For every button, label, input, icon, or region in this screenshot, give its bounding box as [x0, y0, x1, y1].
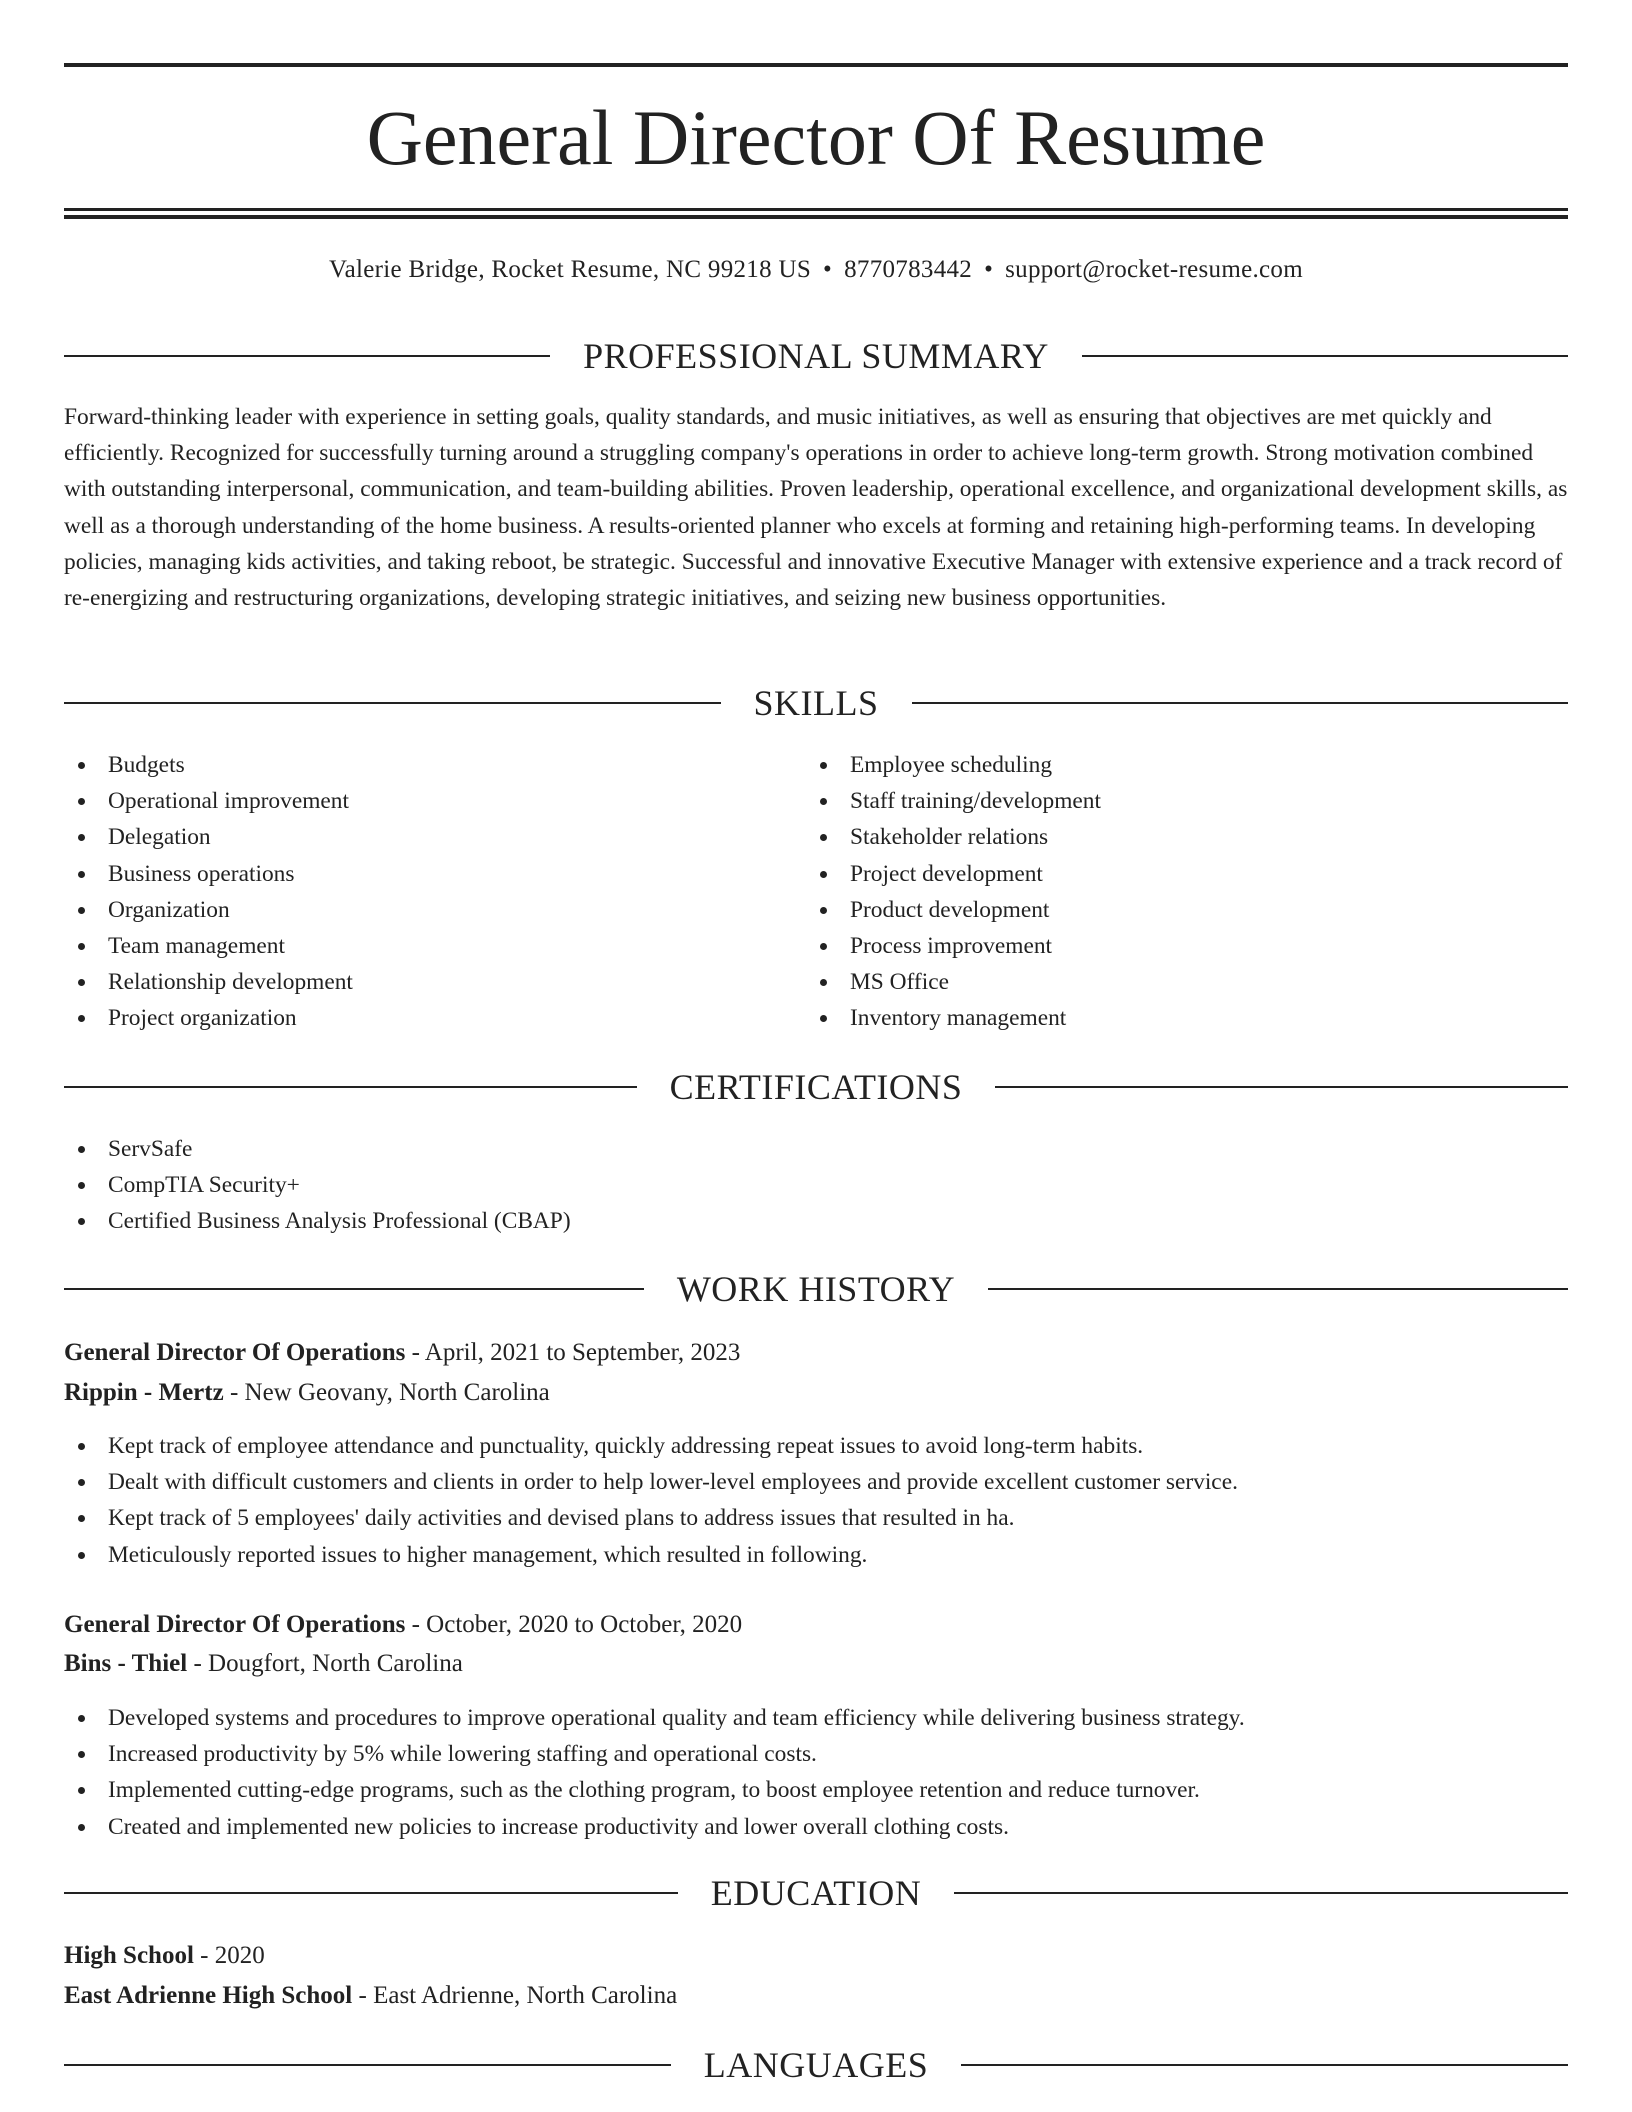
certifications-heading-text: CERTIFICATIONS [669, 1067, 963, 1107]
education-location: - East Adrienne, North Carolina [352, 1982, 678, 2009]
job-bullet: Kept track of 5 employees' daily activities and devised plans to address issues that resulted in ha. [64, 1500, 1238, 1536]
job-bullet: Developed systems and procedures to improve operational quality and team efficiency while delivering business strategy. [64, 1700, 1245, 1736]
header-top-rule [64, 63, 1568, 67]
heading-rule-left [64, 1892, 678, 1894]
languages-heading [64, 2043, 1568, 2087]
header-bottom-rule [64, 208, 1568, 211]
skills-list-right [806, 747, 1101, 1037]
skill-item: Budgets [64, 747, 353, 783]
education-school: East Adrienne High School [64, 1982, 353, 2009]
education-degree: High School [64, 1942, 194, 1969]
job-location: - New Geovany, North Carolina [223, 1379, 550, 1406]
languages-heading-text: LANGUAGES [703, 2045, 929, 2085]
skill-item: Relationship development [64, 964, 353, 1000]
job-title-line [64, 1334, 740, 1372]
heading-rule-right [954, 1892, 1568, 1894]
work-history-heading-text: WORK HISTORY [676, 1269, 956, 1309]
summary-heading [64, 334, 1568, 378]
job-bullet: Created and implemented new policies to increase productivity and lower overall clothing costs. [64, 1809, 1245, 1845]
skill-item: Process improvement [806, 928, 1101, 964]
education-school-line [64, 1977, 677, 2015]
summary-heading-text: PROFESSIONAL SUMMARY [583, 336, 1049, 376]
education-heading-text: EDUCATION [710, 1873, 922, 1913]
skills-list-left [64, 747, 353, 1037]
certification-item: CompTIA Security+ [64, 1167, 571, 1203]
skill-item: Staff training/development [806, 783, 1101, 819]
heading-rule-right [961, 2064, 1568, 2066]
skill-item: Project organization [64, 1000, 353, 1036]
skill-item: Organization [64, 892, 353, 928]
heading-rule-left [64, 1086, 637, 1088]
resume-title: General Director Of Resume [366, 94, 1266, 181]
contact-address: Valerie Bridge, Rocket Resume, NC 99218 US [329, 256, 812, 283]
heading-rule-right [995, 1086, 1568, 1088]
header-bottom-rule-thick [64, 215, 1568, 219]
certification-item: ServSafe [64, 1131, 571, 1167]
skill-item: MS Office [806, 964, 1101, 1000]
skills-heading [64, 681, 1568, 725]
heading-rule-right [912, 702, 1569, 704]
summary-text: Forward-thinking leader with experience in setting goals, quality standards, and music initiatives, as well as ensuring that objectives are met quickly and efficiently. Recognized for successfully turning around a struggling company's operations in order to achieve long-term growth. Strong motivation combined with outstanding interpersonal, communication, and team-building abilities. Proven leadership, operational excellence, and organizational development skills, as well as a thorough understanding of the home business. A results-oriented planner who excels at forming and retaining high-performing teams. In developing policies, managing kids activities, and taking reboot, be strategic. Successful and innovative Executive Manager with extensive experience and a track record of re-energizing and restructuring organizations, developing strategic initiatives, and seizing new business opportunities. [64, 404, 1568, 612]
job-bullet: Meticulously reported issues to higher management, which resulted in following. [64, 1537, 1238, 1573]
heading-rule-right [1082, 355, 1568, 357]
job-company: Bins - Thiel [64, 1650, 188, 1677]
education-year: - 2020 [193, 1942, 265, 1969]
skill-item: Operational improvement [64, 783, 353, 819]
skill-item: Team management [64, 928, 353, 964]
contact-phone: 8770783442 [844, 256, 973, 283]
job-bullets [64, 1428, 1238, 1573]
job-bullet: Dealt with difficult customers and clients in order to help lower-level employees and provide excellent customer service. [64, 1464, 1238, 1500]
heading-rule-right [988, 1288, 1568, 1290]
job-bullet: Increased productivity by 5% while lowering staffing and operational costs. [64, 1736, 1245, 1772]
skill-item: Project development [806, 856, 1101, 892]
skill-item: Inventory management [806, 1000, 1101, 1036]
skill-item: Stakeholder relations [806, 819, 1101, 855]
contact-separator: • [823, 256, 833, 283]
work-history-heading [64, 1267, 1568, 1311]
skills-heading-text: SKILLS [753, 683, 879, 723]
contact-line [64, 254, 1568, 286]
certification-item: Certified Business Analysis Professional (CBAP) [64, 1203, 571, 1239]
job-dates: - October, 2020 to October, 2020 [405, 1611, 743, 1638]
skill-item: Employee scheduling [806, 747, 1101, 783]
education-heading [64, 1871, 1568, 1915]
job-bullet: Implemented cutting-edge programs, such as the clothing program, to boost employee retention and reduce turnover. [64, 1772, 1245, 1808]
certifications-list [64, 1131, 571, 1240]
contact-separator: • [984, 256, 994, 283]
heading-rule-left [64, 2064, 671, 2066]
certifications-heading [64, 1065, 1568, 1109]
job-location: - Dougfort, North Carolina [187, 1650, 463, 1677]
skill-item: Business operations [64, 856, 353, 892]
job-company-line [64, 1374, 550, 1412]
job-title: General Director Of Operations [64, 1339, 406, 1366]
skill-item: Delegation [64, 819, 353, 855]
job-title: General Director Of Operations [64, 1611, 406, 1638]
job-bullets [64, 1700, 1245, 1845]
education-degree-line [64, 1937, 265, 1975]
job-bullet: Kept track of employee attendance and punctuality, quickly addressing repeat issues to avoid long-term habits. [64, 1428, 1238, 1464]
contact-email: support@rocket-resume.com [1005, 256, 1303, 283]
heading-rule-left [64, 1288, 644, 1290]
job-company-line [64, 1645, 463, 1683]
heading-rule-left [64, 702, 721, 704]
skill-item: Product development [806, 892, 1101, 928]
job-company: Rippin - Mertz [64, 1379, 224, 1406]
job-dates: - April, 2021 to September, 2023 [405, 1339, 741, 1366]
job-title-line [64, 1606, 742, 1644]
heading-rule-left [64, 355, 550, 357]
